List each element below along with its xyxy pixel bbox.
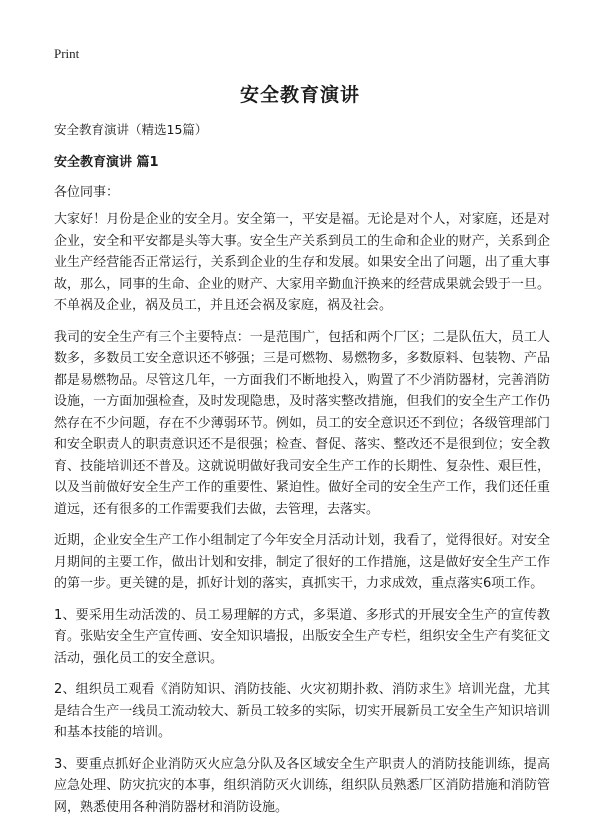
paragraph: 大家好！月份是企业的安全月。安全第一，平安是福。无论是对个人，对家庭，还是对企业，安全和平安都是头等大事。安全生产关系到员工的生命和企业的财产，关系到企业生产经营能否正常运行，关系到企业的生存和发展。如果安全出了问题，出了重大事故，那么，同事的生命、企业的财产、大家用辛勤血汗换来的经营成果就会毁于一旦。不单祸及企业，祸及员工，并且还会祸及家庭，祸及社会。 bbox=[54, 212, 550, 313]
paragraph: 2、组织员工观看《消防知识、消防技能、火灾初期扑救、消防求生》培训光盘，尤其是结合生产一线员工流动较大、新员工较多的实际，切实开展新员工安全生产知识培训和基本技能的培训。 bbox=[54, 682, 550, 740]
document-title: 安全教育演讲 bbox=[239, 84, 360, 106]
print-link[interactable]: Print bbox=[54, 46, 80, 61]
paragraph: 近期，企业安全生产工作小组制定了今年安全月活动计划，我看了，觉得很好。对安全月期间的主要工作，做出计划和安排，制定了很好的工作措施，这是做好安全生产工作的第一步。更关键的是，抓好计划的落实，真抓实干，力求成效，重点落实6项工作。 bbox=[54, 533, 550, 591]
paragraph: 1、要采用生动活泼的、员工易理解的方式，多渠道、多形式的开展安全生产的宣传教育。张贴安全生产宣传画、安全知识墙报，出版安全生产专栏，组织安全生产有奖征文活动，强化员工的安全意识。 bbox=[54, 607, 550, 666]
section-heading: 安全教育演讲 篇1 bbox=[54, 155, 159, 170]
paragraph: 我司的安全生产有三个主要特点：一是范围广，包括和两个厂区；二是队伍大，员工人数多，多数员工安全意识还不够强；三是可燃物、易燃物多，多数原料、包装物、产品都是易燃物品。尽管这几年，一方面我们不断地投入，购置了不少消防器材，完善消防设施，一方面加强检查，及时发现隐患，及时落实整改措施，但我们的安全生产工作仍然存在不少问题，存在不少薄弱环节。例如，员工的安全意识还不到位；各级管理部门和安全职责人的职责意识还不是很强；检查、督促、落实、整改还不是很到位；安全教育、技能培训还不普及。这就说明做好我司安全生产工作的长期性、复杂性、艰巨性，以及当前做好安全生产工作的重要性、紧迫性。做好全司的安全生产工作，我们还任重道远，还有很多的工作需要我们去做，去管理，去落实。 bbox=[54, 329, 550, 517]
paragraph: 3、要重点抓好企业消防灭火应急分队及各区域安全生产职责人的消防技能训练，提高应急处理、防灾抗灾的本事，组织消防灭火训练，组织队员熟悉厂区消防措施和消防管网，熟悉使用各种消防器材和消防设施。 bbox=[54, 756, 550, 815]
document-body bbox=[54, 209, 550, 828]
document-subtitle: 安全教育演讲（精选15篇） bbox=[54, 122, 208, 137]
salutation: 各位同事： bbox=[54, 185, 120, 200]
